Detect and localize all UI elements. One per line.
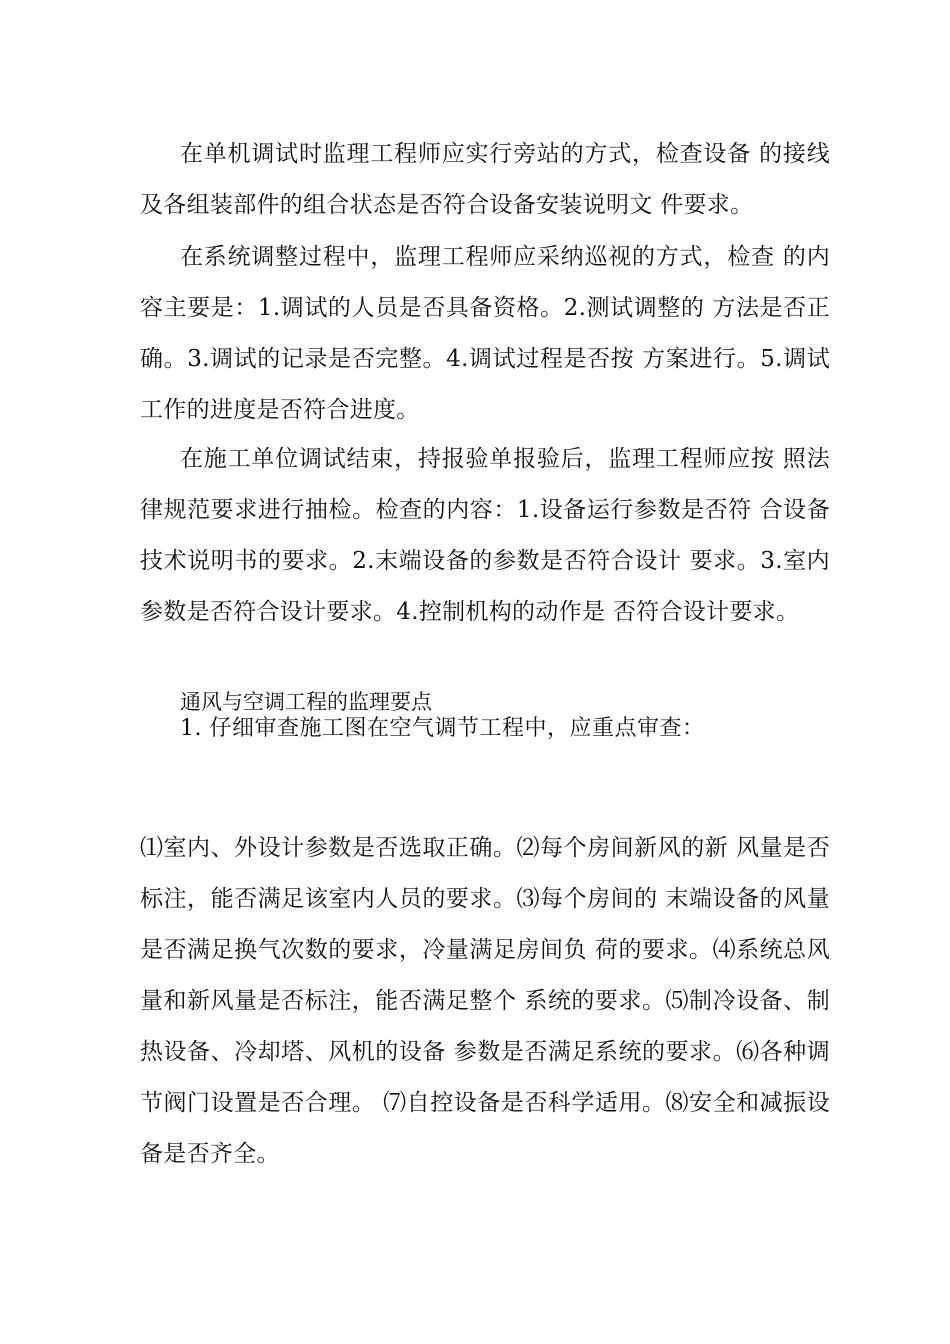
paragraph-spot-check: 在施工单位调试结束，持报验单报验后，监理工程师应按 照法律规范要求进行抽检。检查的内容：1.设备运行参数是否符 合设备技术说明书的要求。2.末端设备的参数是否符合设计 要求。3.室内参数是否符合设计要求。4.控制机构的动作是 否符合设计要求。 [140, 446, 830, 625]
section-heading: 通风与空调工程的监理要点 [180, 690, 432, 714]
paragraph-review-points: ⑴室内、外设计参数是否选取正确。⑵每个房间新风的新 风量是否标注，能否满足该室内人员的要求。⑶每个房间的 末端设备的风量是否满足换气次数的要求，冷量满足房间负 荷的要求。⑷系统总风量和新风量是否标注，能否满足整个 系统的要求。⑸制冷设备、制热设备、冷却塔、风机的设备 参数是否满足系统的要求。⑹各种调节阀门设置是否合理。 ⑺自控设备是否科学适用。⑻安全和减振设备是否齐全。 [140, 835, 830, 1167]
paragraph-system-adjustment: 在系统调整过程中，监理工程师应采纳巡视的方式，检查 的内容主要是：1.调试的人员是否具备资格。2.测试调整的 方法是否正确。3.调试的记录是否完整。4.调试过程是否按 方案进行。5.调试工作的进度是否符合进度。 [140, 244, 830, 423]
paragraph-single-machine-debug: 在单机调试时监理工程师应实行旁站的方式，检查设备 的接线及各组装部件的组合状态是否符合设备安装说明文 件要求。 [140, 141, 830, 218]
numbered-item: 1. 仔细审查施工图在空气调节工程中，应重点审查： [180, 716, 705, 741]
